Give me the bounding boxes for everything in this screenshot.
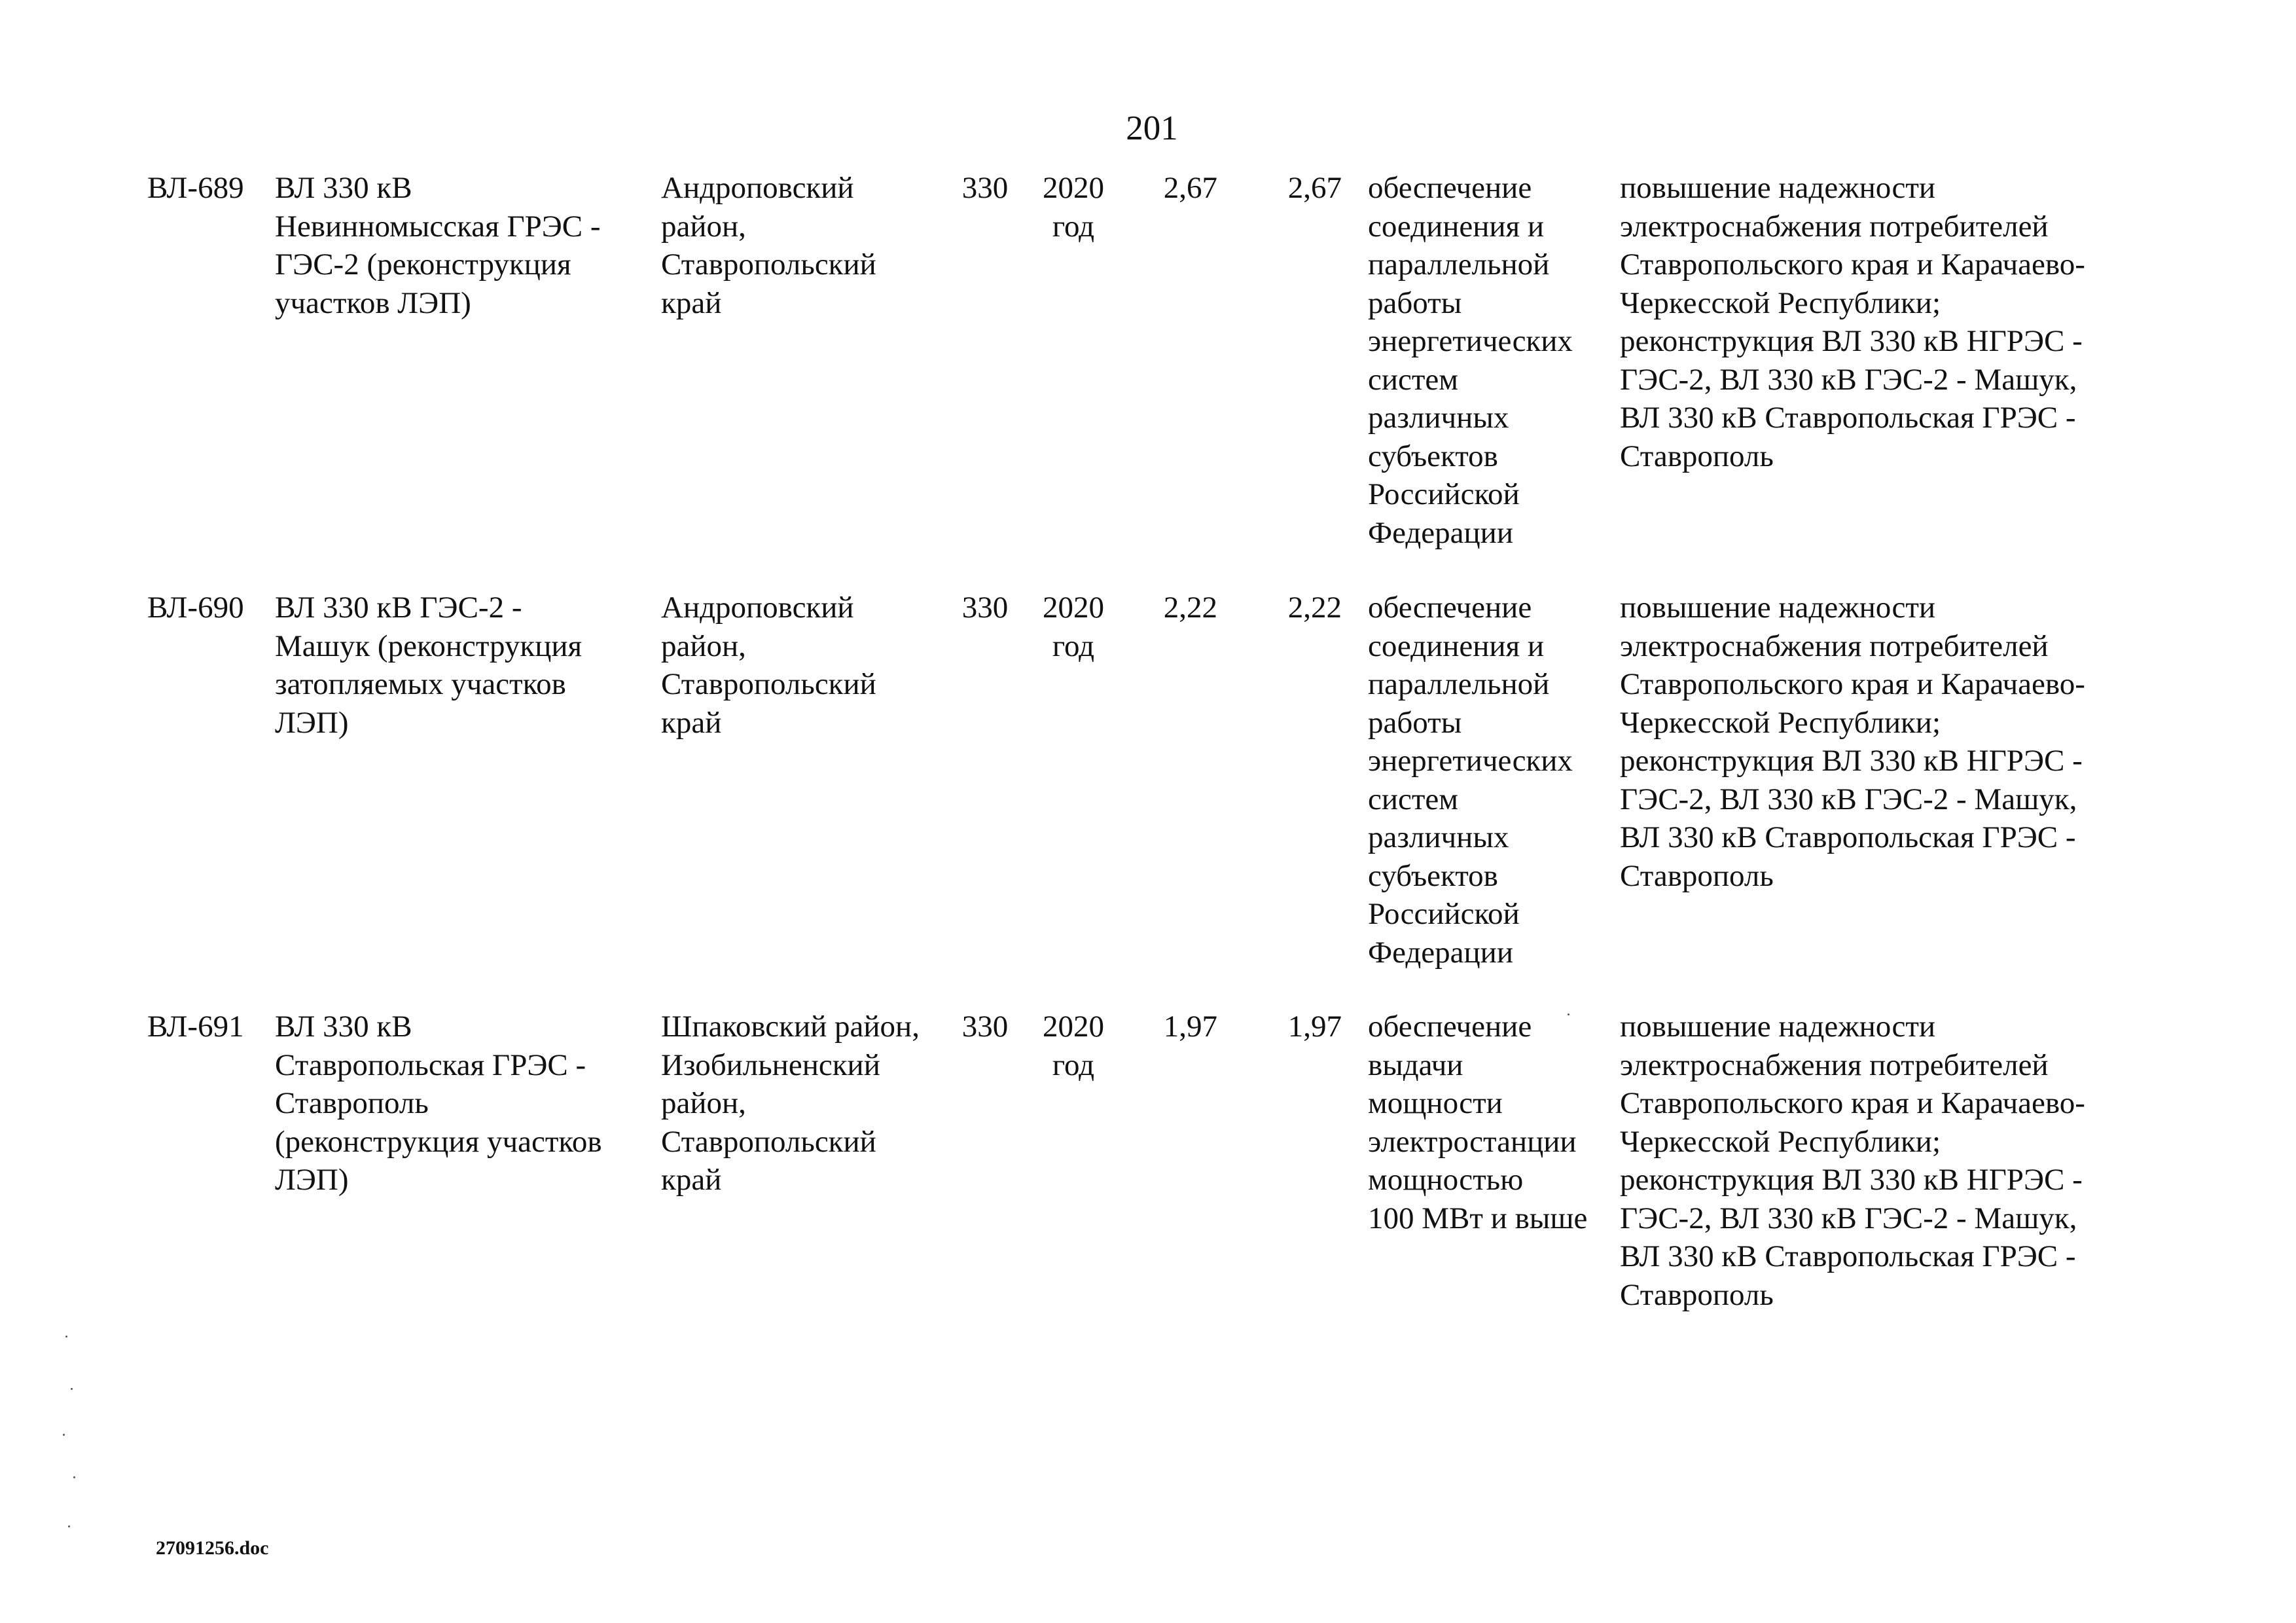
- line-voltage: 330: [961, 1010, 1009, 1044]
- line-voltage: 330: [961, 171, 1009, 205]
- scan-speck: [63, 1434, 65, 1436]
- line-location: Андроповский район, Ставропольский край: [661, 171, 876, 320]
- line-goal: повышение надежности электроснабжения потребителей Ставропольского края и Карачаево- Черкесской Республики; реконструкция ВЛ 330 кВ НГРЭС - ГЭС-2, ВЛ 330 кВ ГЭС-2 - Машук, ВЛ 330 кВ Ставропольская ГРЭС - Ставрополь: [1620, 171, 2085, 473]
- page-number: 201: [1126, 109, 1178, 147]
- line-name: ВЛ 330 кВ Ставропольская ГРЭС - Ставрополь (реконструкция участков ЛЭП): [275, 1010, 602, 1197]
- line-length-total: 2,22: [1287, 591, 1342, 625]
- scan-speck: [1568, 1013, 1570, 1015]
- line-code: ВЛ-689: [147, 171, 244, 205]
- line-code: ВЛ-690: [147, 591, 244, 625]
- line-length: 1,97: [1163, 1010, 1217, 1044]
- line-year: 2020 год: [1043, 1010, 1104, 1082]
- line-purpose: обеспечение соединения и параллельной работы энергетических систем различных субъектов Российской Федерации: [1368, 591, 1573, 970]
- line-length: 2,22: [1163, 591, 1217, 625]
- line-length: 2,67: [1163, 171, 1217, 205]
- line-voltage: 330: [961, 591, 1009, 625]
- line-goal: повышение надежности электроснабжения потребителей Ставропольского края и Карачаево- Черкесской Республики; реконструкция ВЛ 330 кВ НГРЭС - ГЭС-2, ВЛ 330 кВ ГЭС-2 - Машук, ВЛ 330 кВ Ставропольская ГРЭС - Ставрополь: [1620, 591, 2085, 893]
- line-location: Андроповский район, Ставропольский край: [661, 591, 876, 740]
- line-name: ВЛ 330 кВ ГЭС-2 - Машук (реконструкция затопляемых участков ЛЭП): [275, 591, 583, 740]
- line-name: ВЛ 330 кВ Невинномысская ГРЭС - ГЭС-2 (реконструкция участков ЛЭП): [275, 171, 601, 320]
- scan-speck: [71, 1388, 73, 1390]
- scan-speck: [65, 1336, 67, 1338]
- line-purpose: обеспечение соединения и параллельной работы энергетических систем различных субъектов Российской Федерации: [1368, 171, 1573, 550]
- line-length-total: 1,97: [1287, 1010, 1342, 1044]
- line-year: 2020 год: [1043, 171, 1104, 244]
- line-purpose: обеспечение выдачи мощности электростанции мощностью 100 МВт и выше: [1368, 1010, 1588, 1235]
- line-length-total: 2,67: [1287, 171, 1342, 205]
- scan-speck: [68, 1525, 70, 1527]
- document-filename: 27091256.doc: [156, 1537, 269, 1559]
- line-location: Шпаковский район, Изобильненский район, Ставропольский край: [661, 1010, 920, 1197]
- line-year: 2020 год: [1043, 591, 1104, 663]
- line-goal: повышение надежности электроснабжения потребителей Ставропольского края и Карачаево- Черкесской Республики; реконструкция ВЛ 330 кВ НГРЭС - ГЭС-2, ВЛ 330 кВ ГЭС-2 - Машук, ВЛ 330 кВ Ставропольская ГРЭС - Ставрополь: [1620, 1010, 2085, 1312]
- scan-speck: [73, 1476, 75, 1478]
- line-code: ВЛ-691: [147, 1010, 244, 1044]
